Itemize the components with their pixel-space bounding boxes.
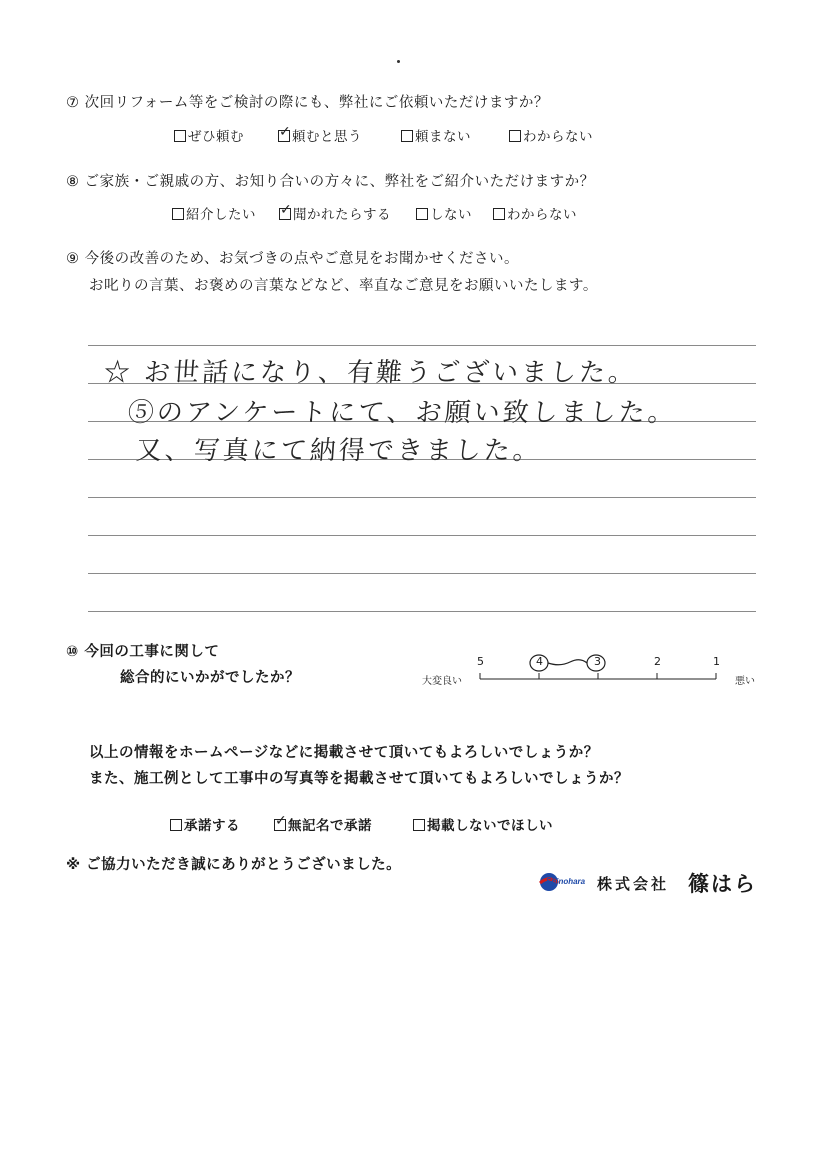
scale-point-3: 3: [594, 655, 601, 668]
consent-option-3[interactable]: 掲載しないでほしい: [413, 814, 553, 834]
closing-message: ※ ご協力いただき誠にありがとうございました。: [66, 857, 402, 873]
checkbox[interactable]: [493, 208, 505, 220]
connecting-stroke: [548, 660, 587, 665]
logo-text: Shinohara: [546, 877, 586, 886]
scale-point-2: 2: [654, 655, 661, 668]
scale-point-4: 4: [536, 655, 543, 668]
question-9-line2: お叱りの言葉、お褒めの言葉などなど、率直なご意見をお願いいたします。: [89, 278, 598, 294]
q8-option-4[interactable]: わからない: [493, 203, 577, 223]
q8-option-2[interactable]: ✓ 聞かれたらする: [280, 202, 391, 223]
checkbox[interactable]: [413, 819, 425, 831]
checkbox-checked[interactable]: ✓: [279, 124, 292, 140]
consent-option-2[interactable]: ✓ 無記名で承諾: [275, 813, 372, 834]
checkbox[interactable]: [509, 130, 521, 142]
question-7: ⑦ 次回リフォーム等をご検討の際にも、弊社にご依頼いただけますか？: [66, 95, 549, 111]
checkbox[interactable]: [174, 130, 186, 142]
scale-point-5: 5: [477, 655, 484, 668]
question-10-line2: 総合的にいかがでしたか？: [120, 670, 300, 686]
q8-option-1[interactable]: 紹介したい: [172, 203, 256, 223]
company-logo: [538, 871, 586, 893]
ruled-line: [88, 611, 756, 612]
checkbox-checked[interactable]: ✓: [280, 202, 293, 218]
q7-option-4[interactable]: わからない: [509, 125, 593, 145]
q7-option-1[interactable]: ぜひ頼む: [174, 125, 244, 145]
ruled-line: [88, 573, 756, 574]
question-8: ⑧ ご家族・ご親戚の方、お知り合いの方々に、弊社をご紹介いただけますか？: [66, 174, 595, 190]
question-9-line1: ⑨ 今後の改善のため、お気づきの点やご意見をお聞かせください。: [66, 251, 520, 267]
scale-point-1: 1: [713, 655, 720, 668]
ruled-line: [88, 345, 756, 346]
handwritten-comment-3: 又、写真にて納得できました。: [134, 436, 543, 466]
question-10-line1: ⑩ 今回の工事に関して: [66, 644, 220, 660]
checkbox[interactable]: [401, 130, 413, 142]
company-name-prefix: 株式会社: [597, 875, 670, 893]
q7-option-3[interactable]: 頼まない: [401, 125, 471, 145]
ruled-line: [88, 497, 756, 498]
q8-option-3[interactable]: しない: [416, 203, 472, 223]
checkbox-checked[interactable]: ✓: [275, 813, 288, 829]
scale-label-best: 大変良い: [422, 676, 462, 687]
q7-option-2[interactable]: ✓ 頼むと思う: [279, 124, 362, 145]
handwritten-comment-2: ⑤のアンケートにて、お願い致しました。: [126, 398, 678, 428]
stray-mark: [397, 60, 400, 63]
checkbox[interactable]: [172, 208, 184, 220]
ruled-line: [88, 535, 756, 536]
handwritten-comment-1: ☆ お世話になり、有難うございました。: [102, 358, 639, 388]
consent-question-1: 以上の情報をホームページなどに掲載させて頂いてもよろしいでしょうか？: [89, 745, 599, 761]
consent-question-2: また、施工例として工事中の写真等を掲載させて頂いてもよろしいでしょうか？: [89, 771, 629, 787]
scale-label-worst: 悪い: [735, 676, 755, 687]
consent-option-1[interactable]: 承諾する: [170, 814, 240, 834]
checkbox[interactable]: [170, 819, 182, 831]
company-name-main: 篠はら: [688, 871, 757, 896]
checkbox[interactable]: [416, 208, 428, 220]
